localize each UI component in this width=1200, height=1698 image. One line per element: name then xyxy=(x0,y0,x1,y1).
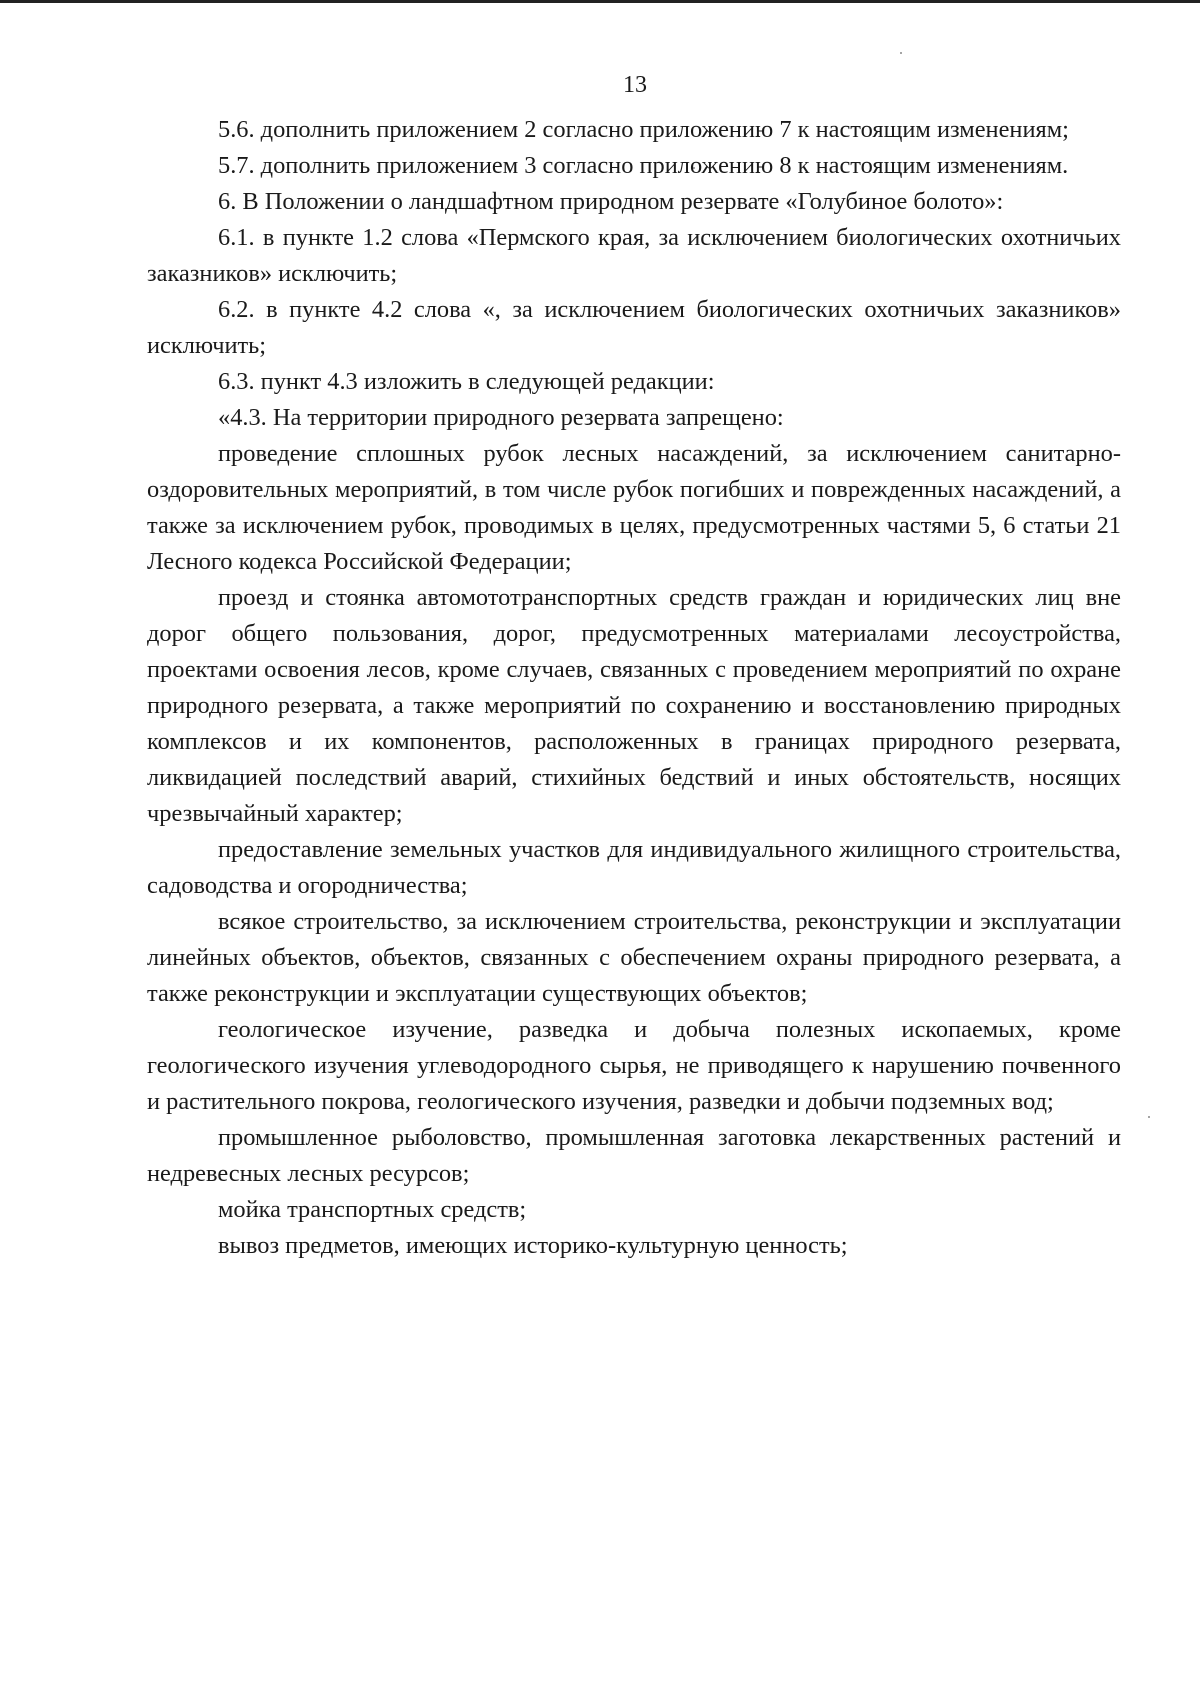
paragraph-6-3: 6.3. пункт 4.3 изложить в следующей редакции: xyxy=(218,368,715,395)
paragraph-6: 6. В Положении о ландшафтном природном резервате «Голубиное болото»: xyxy=(218,188,1004,215)
list-item-vehicle-washing: мойка транспортных средств; xyxy=(218,1196,527,1223)
scan-speck xyxy=(1148,1116,1150,1118)
list-item-heritage-export: вывоз предметов, имеющих историко-культурную ценность; xyxy=(218,1232,848,1259)
list-item-vehicle-parking: проезд и стоянка автомототранспортных средств граждан и юридических лиц вне дорог общего пользования, дорог, предусмотренных материалами лесоустройства, проектами освоения лесов, кроме случаев, связанных с проведением мероприятий по охране природного резервата, а также мероприятий по сохранению и восстановлению природных комплексов и их компонентов, расположенных в границах природного резервата, ликвидацией последствий аварий, стихийных бедствий и иных обстоятельств, носящих чрезвычайный характер; xyxy=(147,584,1121,827)
paragraph-4-3-heading: «4.3. На территории природного резервата запрещено: xyxy=(218,404,784,431)
list-item-construction: всякое строительство, за исключением строительства, реконструкции и эксплуатации линейных объектов, объектов, связанных с обеспечением охраны природного резервата, а также реконструкции и эксплуатации существующих объектов; xyxy=(147,908,1121,1007)
page-number: 13 xyxy=(623,72,647,98)
list-item-clear-cutting: проведение сплошных рубок лесных насаждений, за исключением санитарно-оздоровительных мероприятий, в том числе рубок погибших и поврежденных насаждений, а также за исключением рубок, проводимых в целях, предусмотренных частями 5, 6 статьи 21 Лесного кодекса Российской Федерации; xyxy=(147,440,1121,575)
list-item-geology: геологическое изучение, разведка и добыча полезных ископаемых, кроме геологического изучения углеводородного сырья, не приводящего к нарушению почвенного и растительного покрова, геологического изучения, разведки и добычи подземных вод; xyxy=(147,1016,1121,1115)
paragraph-5-7: 5.7. дополнить приложением 3 согласно приложению 8 к настоящим изменениям. xyxy=(218,152,1069,179)
paragraph-6-2: 6.2. в пункте 4.2 слова «, за исключением биологических охотничьих заказников» исключить; xyxy=(147,296,1121,359)
paragraph-6-1: 6.1. в пункте 1.2 слова «Пермского края, за исключением биологических охотничьих заказников» исключить; xyxy=(147,224,1121,287)
list-item-industrial-fishing: промышленное рыболовство, промышленная заготовка лекарственных растений и недревесных лесных ресурсов; xyxy=(147,1124,1121,1187)
paragraph-5-6: 5.6. дополнить приложением 2 согласно приложению 7 к настоящим изменениям; xyxy=(218,116,1069,143)
scan-edge xyxy=(0,0,1200,3)
scan-speck xyxy=(900,52,902,54)
document-body xyxy=(147,112,1121,1264)
list-item-land-plots: предоставление земельных участков для индивидуального жилищного строительства, садоводства и огородничества; xyxy=(147,836,1121,899)
